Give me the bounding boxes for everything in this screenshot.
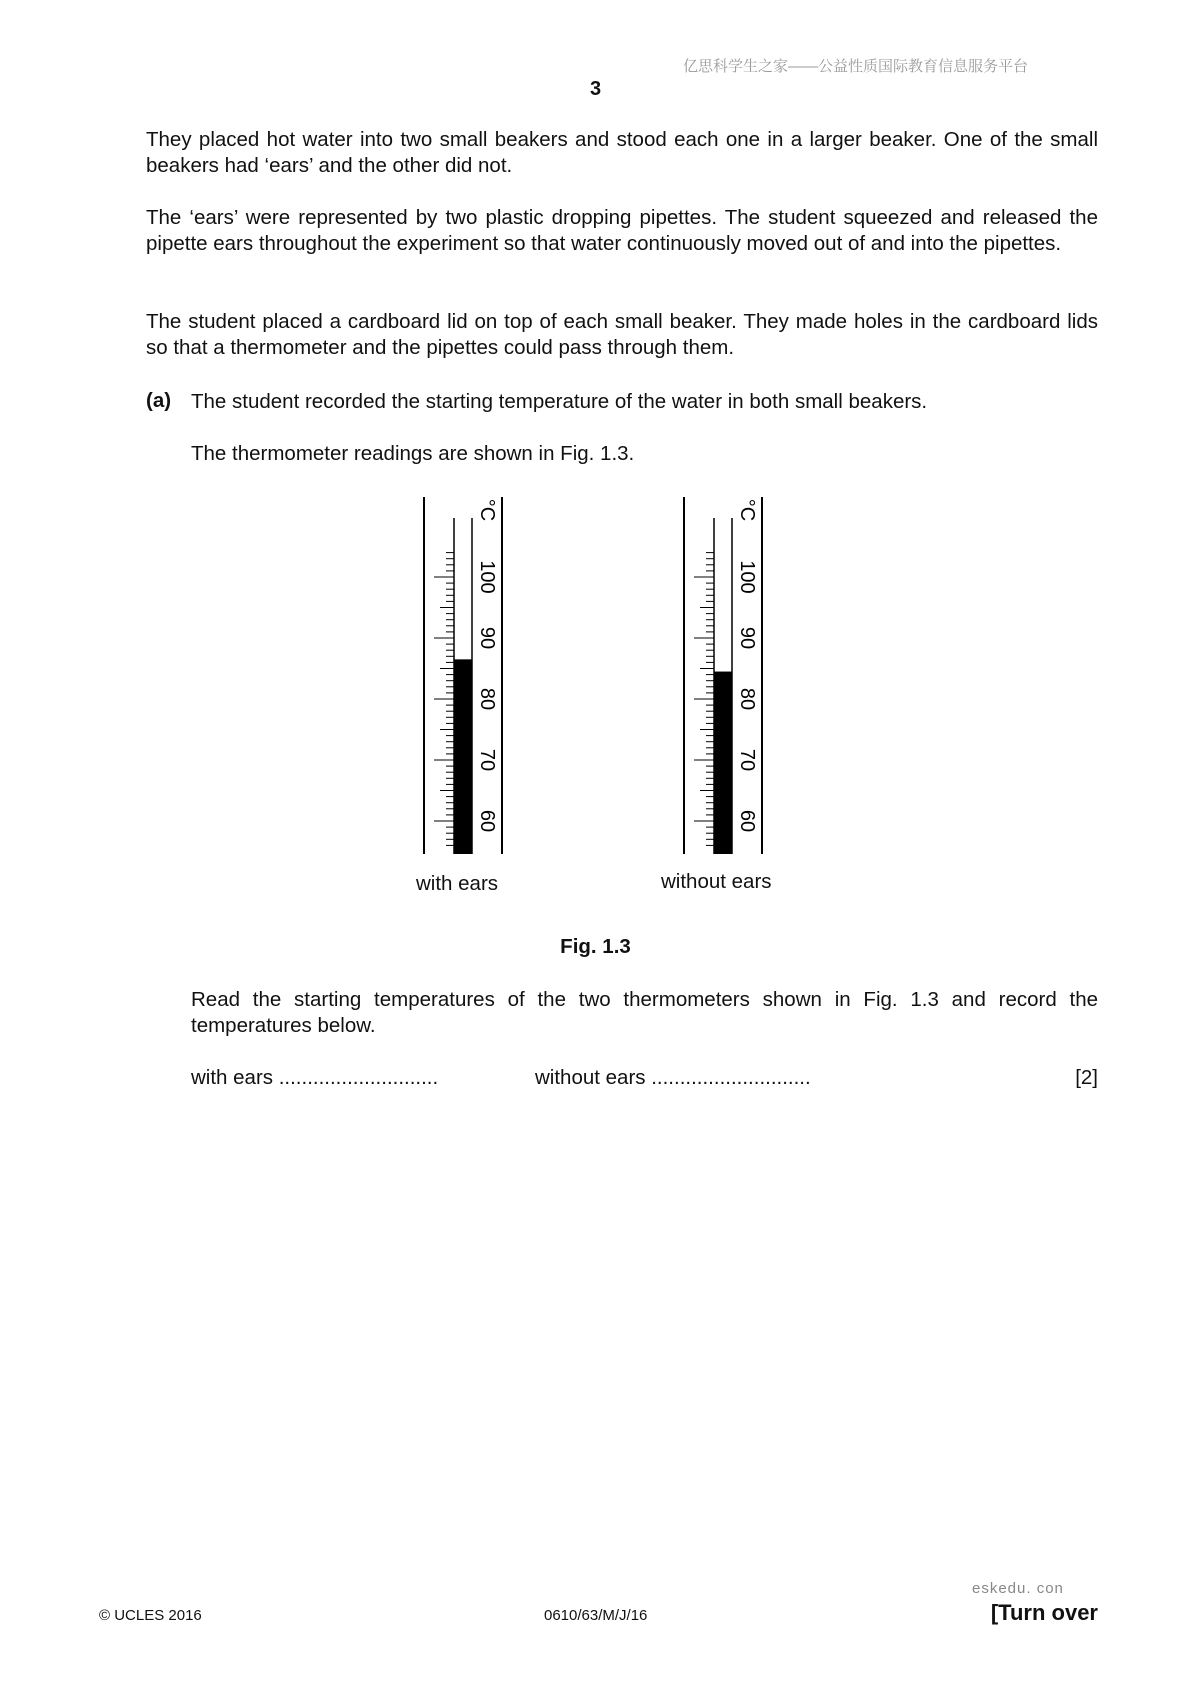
scale-label-90: 90 (736, 626, 758, 650)
answer-line-with-ears[interactable]: with ears ............................ (191, 1066, 439, 1089)
scale-label-60: 60 (476, 809, 498, 833)
marks-allocation: [2] (1075, 1066, 1098, 1089)
scale-label-70: 70 (476, 748, 498, 772)
question-label: (a) (146, 389, 172, 412)
paper-code: 0610/63/M/J/16 (544, 1607, 648, 1624)
copyright: © UCLES 2016 (99, 1607, 202, 1624)
thermometer-without-ears (684, 497, 762, 854)
paragraph-ears: The ‘ears’ were represented by two plastic dropping pipettes. The student squeezed and released the pipette ears throughout the experiment so that water continuously moved out of and into the pipettes. (146, 206, 1098, 255)
liquid-column (714, 672, 732, 854)
thermometer-unit-label: °C (476, 498, 498, 522)
turn-over: [Turn over (990, 1600, 1098, 1625)
scale-label-80: 80 (476, 687, 498, 711)
site-watermark: eskedu. con (972, 1580, 1064, 1597)
page-number: 3 (589, 78, 602, 100)
scale-label-70: 70 (736, 748, 758, 772)
thermometer-caption-without-ears: without ears (661, 870, 772, 893)
instruction-text: Read the starting temperatures of the two thermometers shown in Fig. 1.3 and record the temperatures below. (191, 988, 1098, 1037)
paragraph-lids: The student placed a cardboard lid on top of each small beaker. They made holes in the cardboard lids so that a thermometer and the pipettes could pass through them. (146, 310, 1098, 359)
scale-label-100: 100 (476, 560, 498, 594)
thermometer-caption-with-ears: with ears (416, 872, 499, 895)
paragraph-beakers: They placed hot water into two small beakers and stood each one in a larger beaker. One of the small beakers had ‘ears’ and the other did not. (146, 128, 1098, 177)
thermometer-unit-label: °C (736, 498, 758, 522)
thermometer-with-ears (424, 497, 502, 854)
answer-line-without-ears[interactable]: without ears ............................ (535, 1066, 811, 1089)
watermark-text: 亿思科学生之家——公益性质国际教育信息服务平台 (683, 58, 1029, 75)
scale-label-80: 80 (736, 687, 758, 711)
figure-reference: The thermometer readings are shown in Fig. 1.3. (191, 442, 635, 465)
scale-label-90: 90 (476, 626, 498, 650)
scale-label-60: 60 (736, 809, 758, 833)
figure-caption: Fig. 1.3 (560, 935, 631, 958)
liquid-column (454, 659, 472, 854)
scale-label-100: 100 (736, 560, 758, 594)
question-text: The student recorded the starting temperature of the water in both small beakers. (191, 390, 928, 413)
